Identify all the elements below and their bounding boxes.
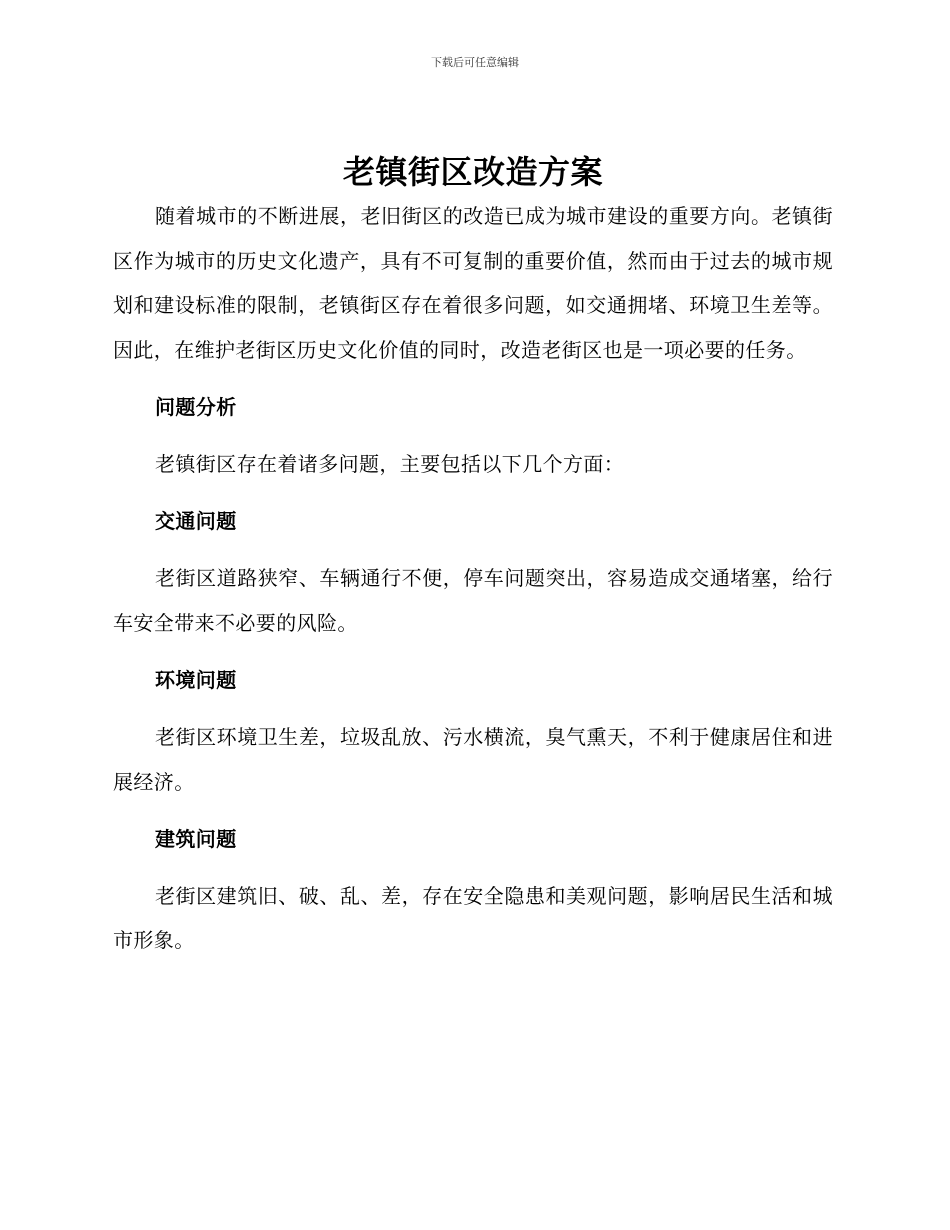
heading-environment: 环境问题 bbox=[155, 667, 237, 692]
analysis-lead-paragraph: 老镇街区存在着诸多问题，主要包括以下几个方面： bbox=[155, 451, 625, 476]
intro-paragraph: 随着城市的不断进展，老旧街区的改造已成为城市建设的重要方向。老镇街区作为城市的历史文化遗产，具有不可复制的重要价值，然而由于过去的城市规划和建设标准的限制，老镇街区存在着很多问题，如交通拥堵、环境卫生差等。因此，在维护老街区历史文化价值的同时，改造老街区也是一项必要的任务。 bbox=[113, 204, 833, 362]
heading-problem-analysis: 问题分析 bbox=[155, 394, 237, 419]
heading-buildings: 建筑问题 bbox=[155, 826, 237, 851]
buildings-paragraph: 老街区建筑旧、破、乱、差，存在安全隐患和美观问题，影响居民生活和城市形象。 bbox=[113, 883, 833, 953]
environment-paragraph: 老街区环境卫生差，垃圾乱放、污水横流，臭气熏天，不利于健康居住和进展经济。 bbox=[113, 724, 833, 794]
page-header-note: 下载后可任意编辑 bbox=[431, 56, 519, 69]
traffic-paragraph: 老街区道路狭窄、车辆通行不便，停车问题突出，容易造成交通堵塞，给行车安全带来不必要的风险。 bbox=[113, 566, 833, 635]
heading-traffic: 交通问题 bbox=[155, 509, 237, 534]
document-body bbox=[113, 150, 833, 963]
document-title: 老镇街区改造方案 bbox=[342, 153, 603, 191]
